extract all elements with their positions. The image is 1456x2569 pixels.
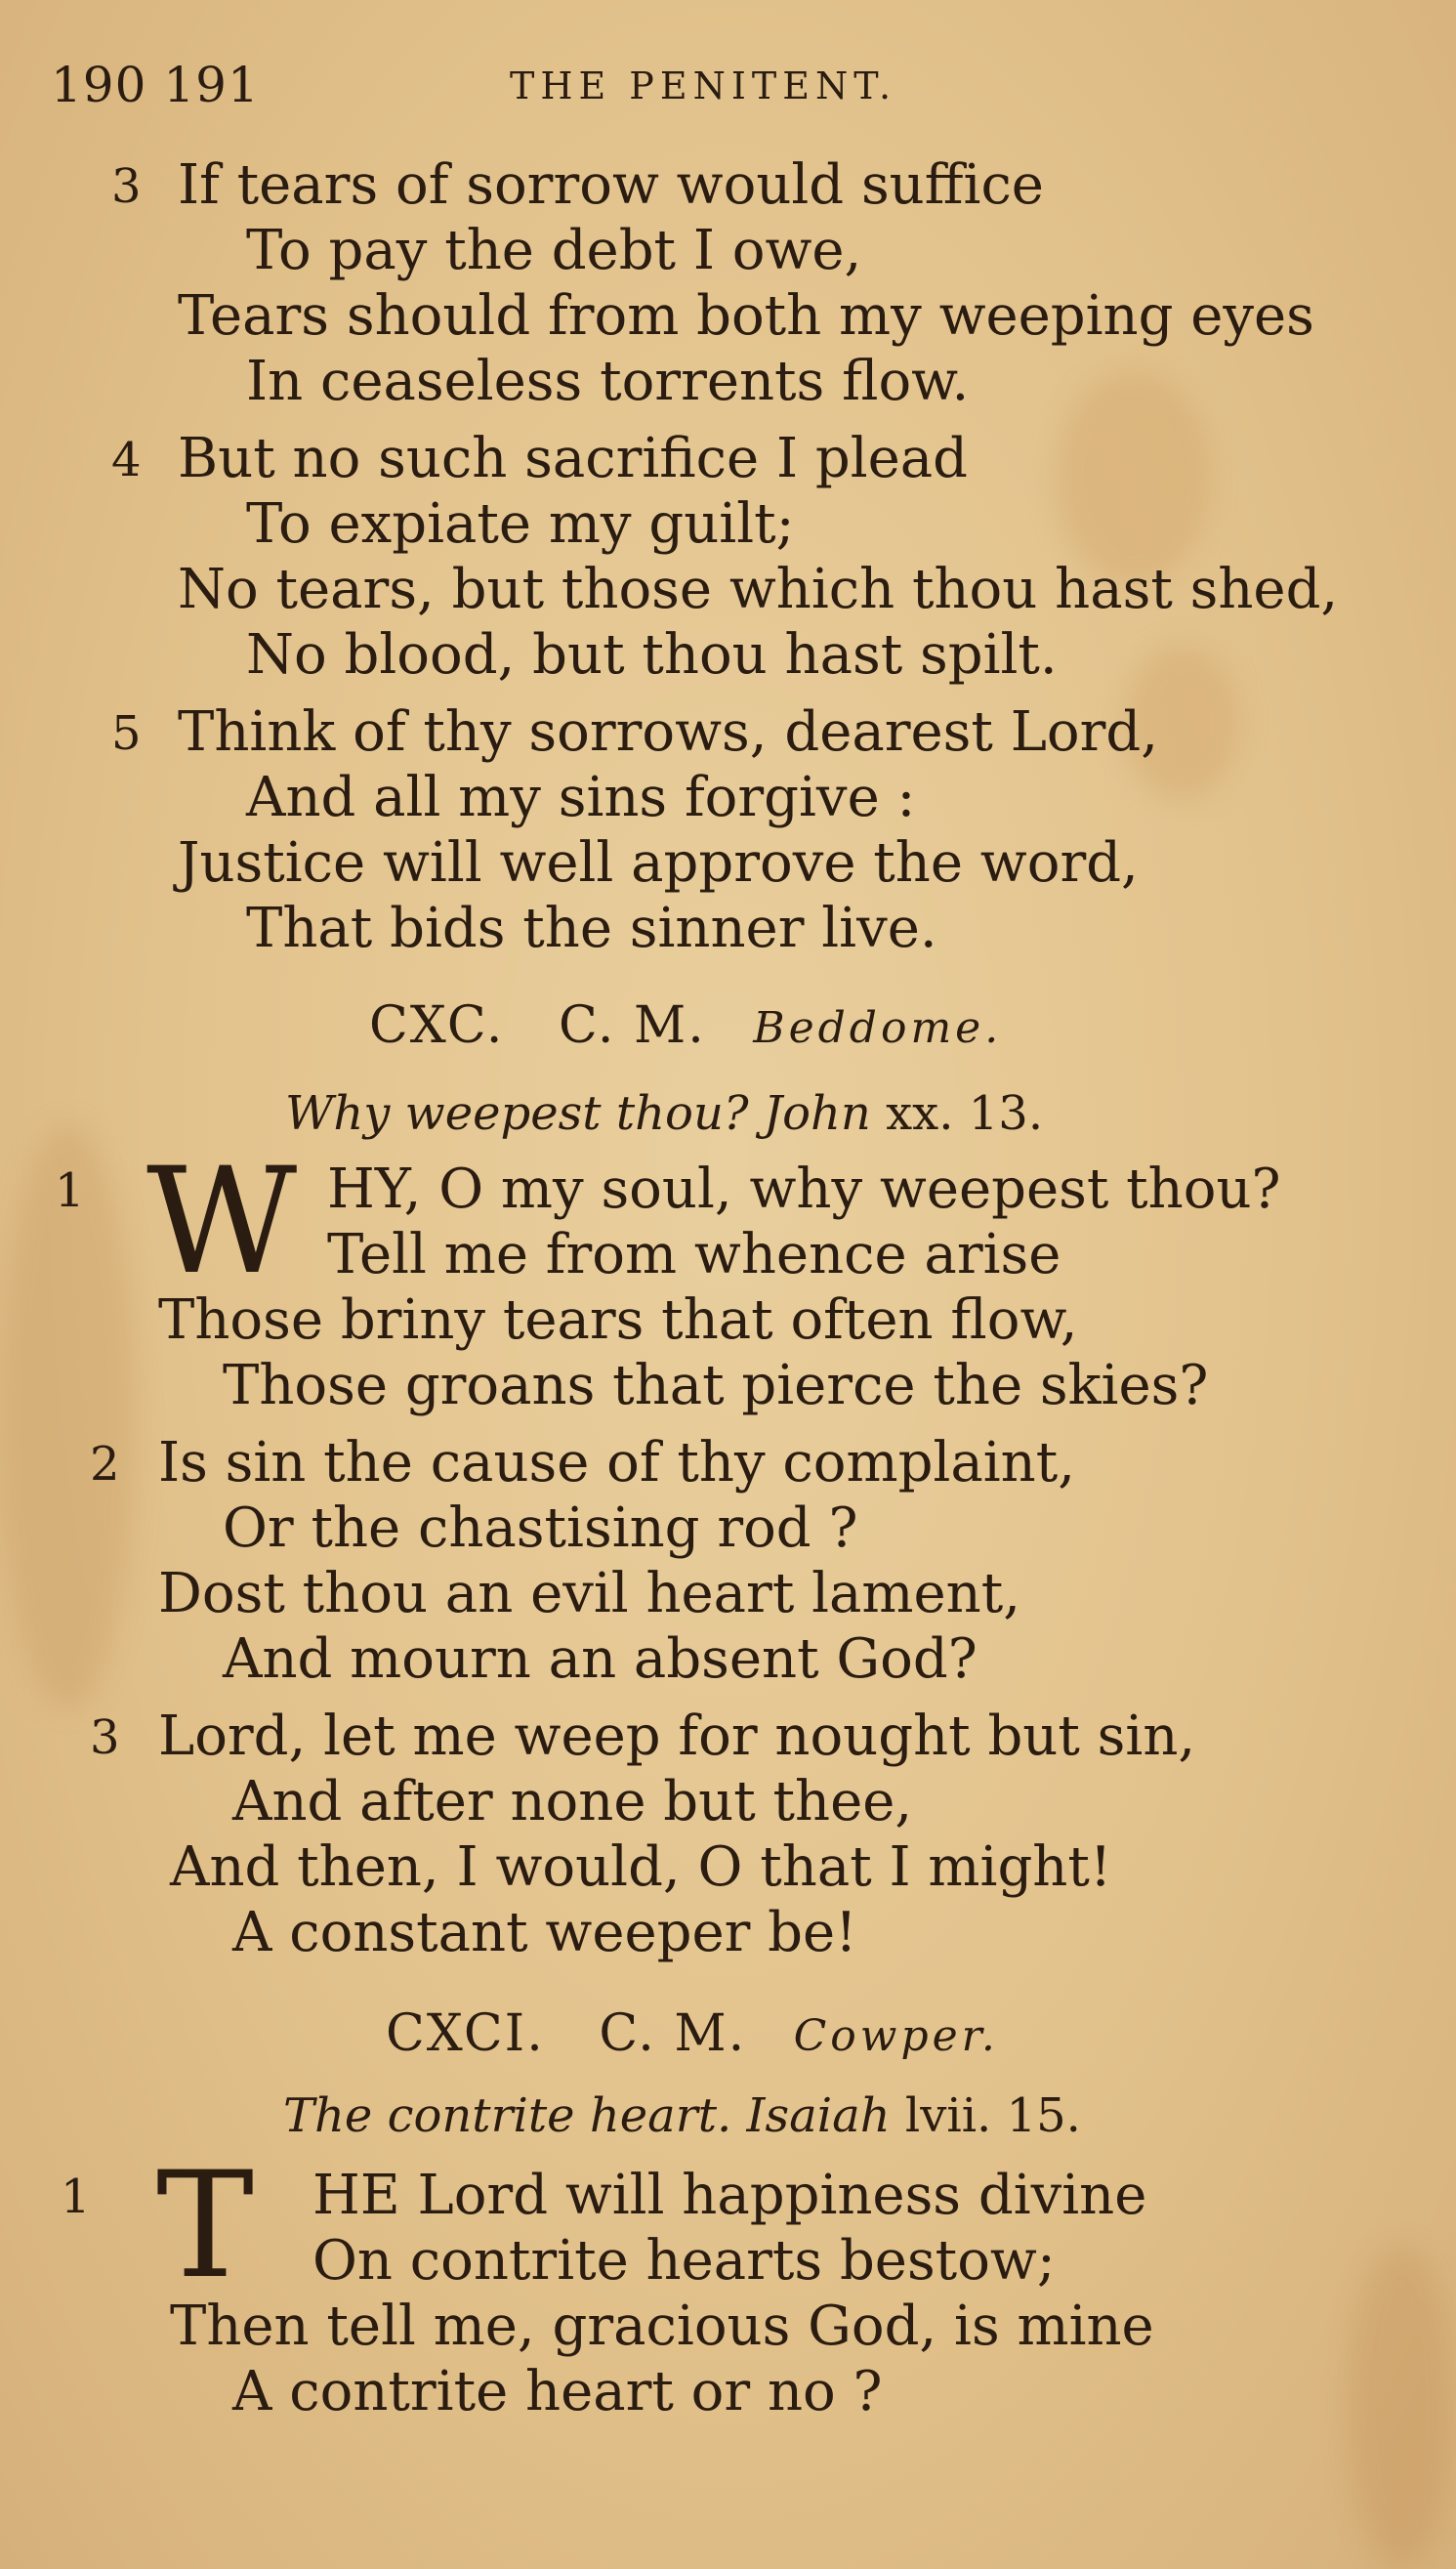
hymn-author: Beddome. — [753, 1003, 1003, 1053]
stanza-number: 1 — [55, 1163, 85, 1218]
hymn-heading — [369, 996, 1002, 1055]
stanza-number: 2 — [90, 1437, 120, 1492]
stanza-number: 1 — [61, 2169, 91, 2224]
subtitle-text: The contrite heart. Isaiah — [283, 2088, 891, 2143]
verse-line: Lord, let me weep for nought but sin, — [158, 1705, 1196, 1768]
verse-line: Is sin the cause of thy complaint, — [158, 1431, 1076, 1495]
verse-line: HE Lord will happiness divine — [312, 2164, 1147, 2227]
hymn-number: CXC. — [369, 996, 505, 1055]
page-numbers: 190 191 — [51, 57, 260, 113]
stanza-number: 5 — [111, 706, 142, 761]
verse-line: But no such sacrifice I plead — [178, 427, 969, 490]
hymn-meter: C. M. — [558, 996, 706, 1055]
verse-line: Justice will well approve the word, — [178, 831, 1139, 895]
verse-line: Or the chastising rod ? — [223, 1496, 858, 1560]
verse-line: On contrite hearts bestow; — [312, 2229, 1056, 2293]
drop-cap: T — [156, 2141, 255, 2311]
verse-line: And then, I would, O that I might! — [170, 1835, 1112, 1899]
hymn-subtitle — [285, 1086, 1043, 1141]
hymn-subtitle — [283, 2088, 1081, 2143]
verse-line: A contrite heart or no ? — [232, 2360, 883, 2423]
subtitle-text: Why weepest thou? John — [285, 1086, 871, 1141]
stanza-number: 3 — [90, 1710, 120, 1765]
verse-line: And mourn an absent God? — [223, 1627, 978, 1691]
verse-line: If tears of sorrow would suffice — [178, 153, 1044, 217]
hymn-author: Cowper. — [793, 2011, 999, 2061]
verse-line: HY, O my soul, why weepest thou? — [327, 1158, 1281, 1221]
verse-line: To expiate my guilt; — [246, 492, 795, 556]
hymn-number: CXCI. — [386, 2004, 545, 2063]
verse-line: Those groans that pierce the skies? — [223, 1354, 1209, 1417]
verse-line: Think of thy sorrows, dearest Lord, — [178, 700, 1159, 764]
verse-line: In ceaseless torrents flow. — [246, 350, 970, 413]
verse-line: Those briny tears that often flow, — [158, 1288, 1078, 1352]
verse-line: And all my sins forgive : — [246, 766, 916, 829]
page-header — [51, 57, 897, 113]
verse-line: Tears should from both my weeping eyes — [178, 284, 1314, 348]
verse-line: And after none but thee, — [232, 1770, 913, 1833]
verse-line: A constant weeper be! — [232, 1901, 857, 1964]
verse-line: Then tell me, gracious God, is mine — [170, 2295, 1154, 2358]
verse-line: Dost thou an evil heart lament, — [158, 1562, 1021, 1625]
scripture-reference: xx. 13. — [886, 1086, 1044, 1141]
hymn-heading — [386, 2004, 999, 2063]
verse-line: To pay the debt I owe, — [246, 219, 862, 282]
stanza-number: 3 — [111, 159, 142, 214]
drop-cap: W — [146, 1137, 298, 1307]
verse-line: Tell me from whence arise — [327, 1223, 1061, 1286]
verse-line: No blood, but thou hast spilt. — [246, 623, 1058, 687]
stanza-number: 4 — [111, 433, 142, 487]
running-title: THE PENITENT. — [510, 64, 897, 107]
verse-line: That bids the sinner live. — [246, 897, 937, 960]
verse-line: No tears, but those which thou hast shed, — [178, 558, 1339, 621]
scripture-reference: lvii. 15. — [904, 2088, 1081, 2143]
hymn-meter: C. M. — [599, 2004, 747, 2063]
